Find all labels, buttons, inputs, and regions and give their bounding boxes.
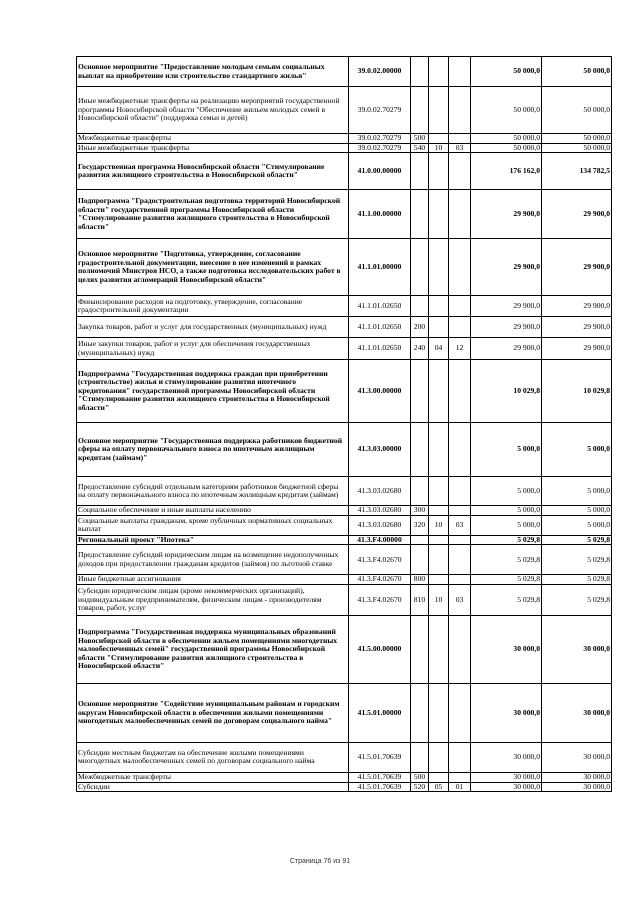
table-row	[77, 190, 612, 239]
amount-year-1: 10 029,8	[471, 360, 542, 423]
amount-year-2: 30 000,0	[542, 772, 612, 782]
target-code: 41.5.01.70639	[349, 742, 411, 772]
amount-year-2: 5 029,8	[542, 584, 612, 615]
amount-year-1: 30 000,0	[471, 782, 542, 792]
row-name: Финансирование расходов на подготовку, утверждение, согласование градостроительной документации	[77, 296, 349, 317]
table-row	[77, 584, 612, 615]
table-row	[77, 575, 612, 585]
amount-year-2: 30 000,0	[542, 782, 612, 792]
target-code: 41.3.F4.02670	[349, 545, 411, 575]
subsection-code	[449, 317, 471, 338]
table-row	[77, 545, 612, 575]
section-code	[429, 190, 449, 239]
amount-year-2: 50 000,0	[542, 134, 612, 144]
section-code	[429, 423, 449, 477]
amount-year-2: 30 000,0	[542, 683, 612, 742]
subsection-code	[449, 683, 471, 742]
subsection-code	[449, 190, 471, 239]
table-row	[77, 683, 612, 742]
target-code: 41.3.03.00000	[349, 423, 411, 477]
row-name: Подпрограмма "Государственная поддержка муниципальных образований Новосибирской области в обеспечении жильем помещениями многодетных малообеспеченных семей" государственной программы Новосибирской области "Стимулирование развития жилищного строительства в Новосибирской области"	[77, 615, 349, 683]
table-row	[77, 506, 612, 516]
target-code: 41.3.03.02680	[349, 515, 411, 535]
target-code: 41.5.01.70639	[349, 772, 411, 782]
amount-year-1: 5 000,0	[471, 506, 542, 516]
table-row	[77, 87, 612, 134]
amount-year-1: 30 000,0	[471, 772, 542, 782]
row-name: Субсидии	[77, 782, 349, 792]
target-code: 41.1.01.02650	[349, 317, 411, 338]
expense-type	[411, 190, 429, 239]
amount-year-2: 50 000,0	[542, 87, 612, 134]
row-name: Межбюджетные трансферты	[77, 772, 349, 782]
expense-type: 300	[411, 506, 429, 516]
section-code	[429, 317, 449, 338]
amount-year-2: 30 000,0	[542, 615, 612, 683]
subsection-code: 03	[449, 584, 471, 615]
target-code: 41.1.01.00000	[349, 239, 411, 296]
target-code: 39.0.02.70279	[349, 143, 411, 153]
budget-table	[76, 56, 612, 792]
row-name: Субсидии местным бюджетам на обеспечение жилыми помещениями многодетных малообеспеченных семей по договорам социального найма	[77, 742, 349, 772]
subsection-code: 03	[449, 515, 471, 535]
section-code	[429, 134, 449, 144]
amount-year-1: 29 900,0	[471, 317, 542, 338]
row-name: Межбюджетные трансферты	[77, 134, 349, 144]
amount-year-1: 29 900,0	[471, 338, 542, 360]
expense-type	[411, 615, 429, 683]
section-code	[429, 545, 449, 575]
amount-year-1: 50 000,0	[471, 143, 542, 153]
amount-year-2: 5 029,8	[542, 535, 612, 545]
table-row	[77, 317, 612, 338]
target-code: 41.3.00.00000	[349, 360, 411, 423]
amount-year-2: 5 029,8	[542, 545, 612, 575]
table-row	[77, 360, 612, 423]
target-code: 41.1.01.02650	[349, 296, 411, 317]
row-name: Основное мероприятие "Содействие муниципальным районам и городским округам Новосибирской области в обеспечении жилыми помещениями многодетных малообеспеченных семей по договорам социального найма"	[77, 683, 349, 742]
subsection-code	[449, 575, 471, 585]
table-row	[77, 515, 612, 535]
target-code: 41.1.00.00000	[349, 190, 411, 239]
section-code: 04	[429, 338, 449, 360]
amount-year-2: 50 000,0	[542, 57, 612, 87]
section-code	[429, 535, 449, 545]
amount-year-1: 30 000,0	[471, 683, 542, 742]
subsection-code: 12	[449, 338, 471, 360]
amount-year-1: 176 162,0	[471, 153, 542, 190]
row-name: Иные закупки товаров, работ и услуг для обеспечения государственных (муниципальных) нужд	[77, 338, 349, 360]
expense-type	[411, 423, 429, 477]
subsection-code	[449, 296, 471, 317]
table-row	[77, 615, 612, 683]
subsection-code	[449, 87, 471, 134]
amount-year-1: 30 000,0	[471, 742, 542, 772]
table-row	[77, 477, 612, 506]
subsection-code	[449, 360, 471, 423]
amount-year-1: 5 000,0	[471, 515, 542, 535]
subsection-code	[449, 153, 471, 190]
amount-year-2: 30 000,0	[542, 742, 612, 772]
section-code	[429, 87, 449, 134]
table-row	[77, 153, 612, 190]
subsection-code	[449, 239, 471, 296]
section-code: 10	[429, 143, 449, 153]
amount-year-2: 29 900,0	[542, 296, 612, 317]
expense-type	[411, 545, 429, 575]
section-code	[429, 239, 449, 296]
expense-type	[411, 535, 429, 545]
table-row	[77, 423, 612, 477]
expense-type: 500	[411, 772, 429, 782]
amount-year-2: 5 029,8	[542, 575, 612, 585]
amount-year-2: 50 000,0	[542, 143, 612, 153]
subsection-code	[449, 535, 471, 545]
page-number: Страница 76 из 91	[289, 858, 351, 865]
row-name: Предоставление субсидий отдельным категориям работников бюджетной сферы на оплату первоначального взноса по ипотечным жилищным кредитам (займам)	[77, 477, 349, 506]
section-code	[429, 506, 449, 516]
amount-year-1: 50 000,0	[471, 87, 542, 134]
table-row	[77, 535, 612, 545]
section-code	[429, 615, 449, 683]
expense-type	[411, 742, 429, 772]
expense-type: 320	[411, 515, 429, 535]
expense-type	[411, 239, 429, 296]
amount-year-1: 29 900,0	[471, 239, 542, 296]
row-name: Закупка товаров, работ и услуг для государственных (муниципальных) нужд	[77, 317, 349, 338]
target-code: 41.3.03.02680	[349, 506, 411, 516]
row-name: Социальное обеспечение и иные выплаты населению	[77, 506, 349, 516]
amount-year-2: 5 000,0	[542, 506, 612, 516]
row-name: Основное мероприятие "Подготовка, утверждение, согласование градостроительной документации, внесение в нее изменений в рамках полномочий Минстроя НСО, а также подготовка исследовательских работ в целях развития агломераций Новосибирской области"	[77, 239, 349, 296]
table-row	[77, 143, 612, 153]
target-code: 41.3.F4.02670	[349, 575, 411, 585]
row-name: Региональный проект "Ипотека"	[77, 535, 349, 545]
table-row	[77, 239, 612, 296]
section-code	[429, 57, 449, 87]
amount-year-2: 10 029,8	[542, 360, 612, 423]
section-code	[429, 360, 449, 423]
row-name: Государственная программа Новосибирской области "Стимулирование развития жилищного строительства в Новосибирской области"	[77, 153, 349, 190]
expense-type	[411, 477, 429, 506]
table-row	[77, 782, 612, 792]
section-code	[429, 742, 449, 772]
amount-year-1: 5 000,0	[471, 477, 542, 506]
row-name: Субсидии юридическим лицам (кроме некоммерческих организаций), индивидуальным предпринимателям, физическим лицам - производителям товаров, работ, услуг	[77, 584, 349, 615]
expense-type	[411, 57, 429, 87]
amount-year-2: 29 900,0	[542, 317, 612, 338]
section-code	[429, 575, 449, 585]
subsection-code	[449, 615, 471, 683]
subsection-code	[449, 545, 471, 575]
row-name: Основное мероприятие "Государственная поддержка работников бюджетной сферы на оплату первоначального взноса по ипотечным жилищным кредитам (займам)"	[77, 423, 349, 477]
expense-type: 500	[411, 134, 429, 144]
expense-type	[411, 360, 429, 423]
amount-year-1: 29 900,0	[471, 296, 542, 317]
section-code: 10	[429, 584, 449, 615]
target-code: 41.5.01.00000	[349, 683, 411, 742]
section-code	[429, 153, 449, 190]
expense-type: 800	[411, 575, 429, 585]
amount-year-1: 50 000,0	[471, 134, 542, 144]
target-code: 41.3.03.02680	[349, 477, 411, 506]
subsection-code: 03	[449, 143, 471, 153]
amount-year-2: 29 900,0	[542, 338, 612, 360]
subsection-code: 01	[449, 782, 471, 792]
target-code: 41.5.01.70639	[349, 782, 411, 792]
subsection-code	[449, 477, 471, 506]
row-name: Предоставление субсидий юридическим лицам на возмещение недополученных доходов при предоставлении гражданам кредитов (займов) по льготной ставке	[77, 545, 349, 575]
target-code: 41.5.00.00000	[349, 615, 411, 683]
subsection-code	[449, 57, 471, 87]
table-row	[77, 296, 612, 317]
amount-year-2: 5 000,0	[542, 423, 612, 477]
expense-type	[411, 296, 429, 317]
amount-year-1: 5 000,0	[471, 423, 542, 477]
table-row	[77, 134, 612, 144]
row-name: Иные межбюджетные трансферты	[77, 143, 349, 153]
target-code: 41.3.F4.00000	[349, 535, 411, 545]
table-row	[77, 338, 612, 360]
subsection-code	[449, 506, 471, 516]
amount-year-1: 30 000,0	[471, 615, 542, 683]
expense-type	[411, 683, 429, 742]
expense-type: 240	[411, 338, 429, 360]
amount-year-1: 5 029,8	[471, 535, 542, 545]
row-name: Основное мероприятие "Предоставление молодым семьям социальных выплат на приобретение или строительство стандартного жилья"	[77, 57, 349, 87]
section-code	[429, 296, 449, 317]
section-code	[429, 772, 449, 782]
amount-year-2: 5 000,0	[542, 515, 612, 535]
amount-year-2: 29 900,0	[542, 239, 612, 296]
amount-year-1: 29 900,0	[471, 190, 542, 239]
target-code: 41.3.F4.02670	[349, 584, 411, 615]
amount-year-2: 29 900,0	[542, 190, 612, 239]
section-code	[429, 683, 449, 742]
expense-type: 810	[411, 584, 429, 615]
section-code: 05	[429, 782, 449, 792]
section-code: 10	[429, 515, 449, 535]
section-code	[429, 477, 449, 506]
target-code: 41.1.01.02650	[349, 338, 411, 360]
row-name: Социальные выплаты гражданам, кроме публичных нормативных социальных выплат	[77, 515, 349, 535]
amount-year-1: 5 029,8	[471, 575, 542, 585]
table-row	[77, 742, 612, 772]
expense-type: 520	[411, 782, 429, 792]
expense-type: 200	[411, 317, 429, 338]
table-row	[77, 57, 612, 87]
subsection-code	[449, 423, 471, 477]
target-code: 41.0.00.00000	[349, 153, 411, 190]
subsection-code	[449, 742, 471, 772]
amount-year-1: 5 029,8	[471, 584, 542, 615]
row-name: Подпрограмма "Градостроительная подготовка территорий Новосибирской области" государственной программы Новосибирской области "Стимулирование развития жилищного строительства в Новосибирской области"	[77, 190, 349, 239]
expense-type: 540	[411, 143, 429, 153]
expense-type	[411, 87, 429, 134]
row-name: Иные бюджетные ассигнования	[77, 575, 349, 585]
expense-type	[411, 153, 429, 190]
table-row	[77, 772, 612, 782]
subsection-code	[449, 772, 471, 782]
amount-year-1: 5 029,8	[471, 545, 542, 575]
amount-year-2: 134 782,5	[542, 153, 612, 190]
target-code: 39.0.02.70279	[349, 134, 411, 144]
row-name: Подпрограмма "Государственная поддержка граждан при приобретении (строительстве) жилья и стимулирование развития ипотечного кредитования" государственной программы Новосибирской области "Стимулирование развития жилищного строительства в Новосибирской области"	[77, 360, 349, 423]
amount-year-1: 50 000,0	[471, 57, 542, 87]
target-code: 39.0.02.70279	[349, 87, 411, 134]
target-code: 39.0.02.00000	[349, 57, 411, 87]
subsection-code	[449, 134, 471, 144]
amount-year-2: 5 000,0	[542, 477, 612, 506]
row-name: Иные межбюджетные трансферты на реализацию мероприятий государственной программы Новосибирской области "Обеспечение жильем молодых семей в Новосибирской области" (поддержка семьи и детей)	[77, 87, 349, 134]
table-body	[77, 57, 612, 792]
